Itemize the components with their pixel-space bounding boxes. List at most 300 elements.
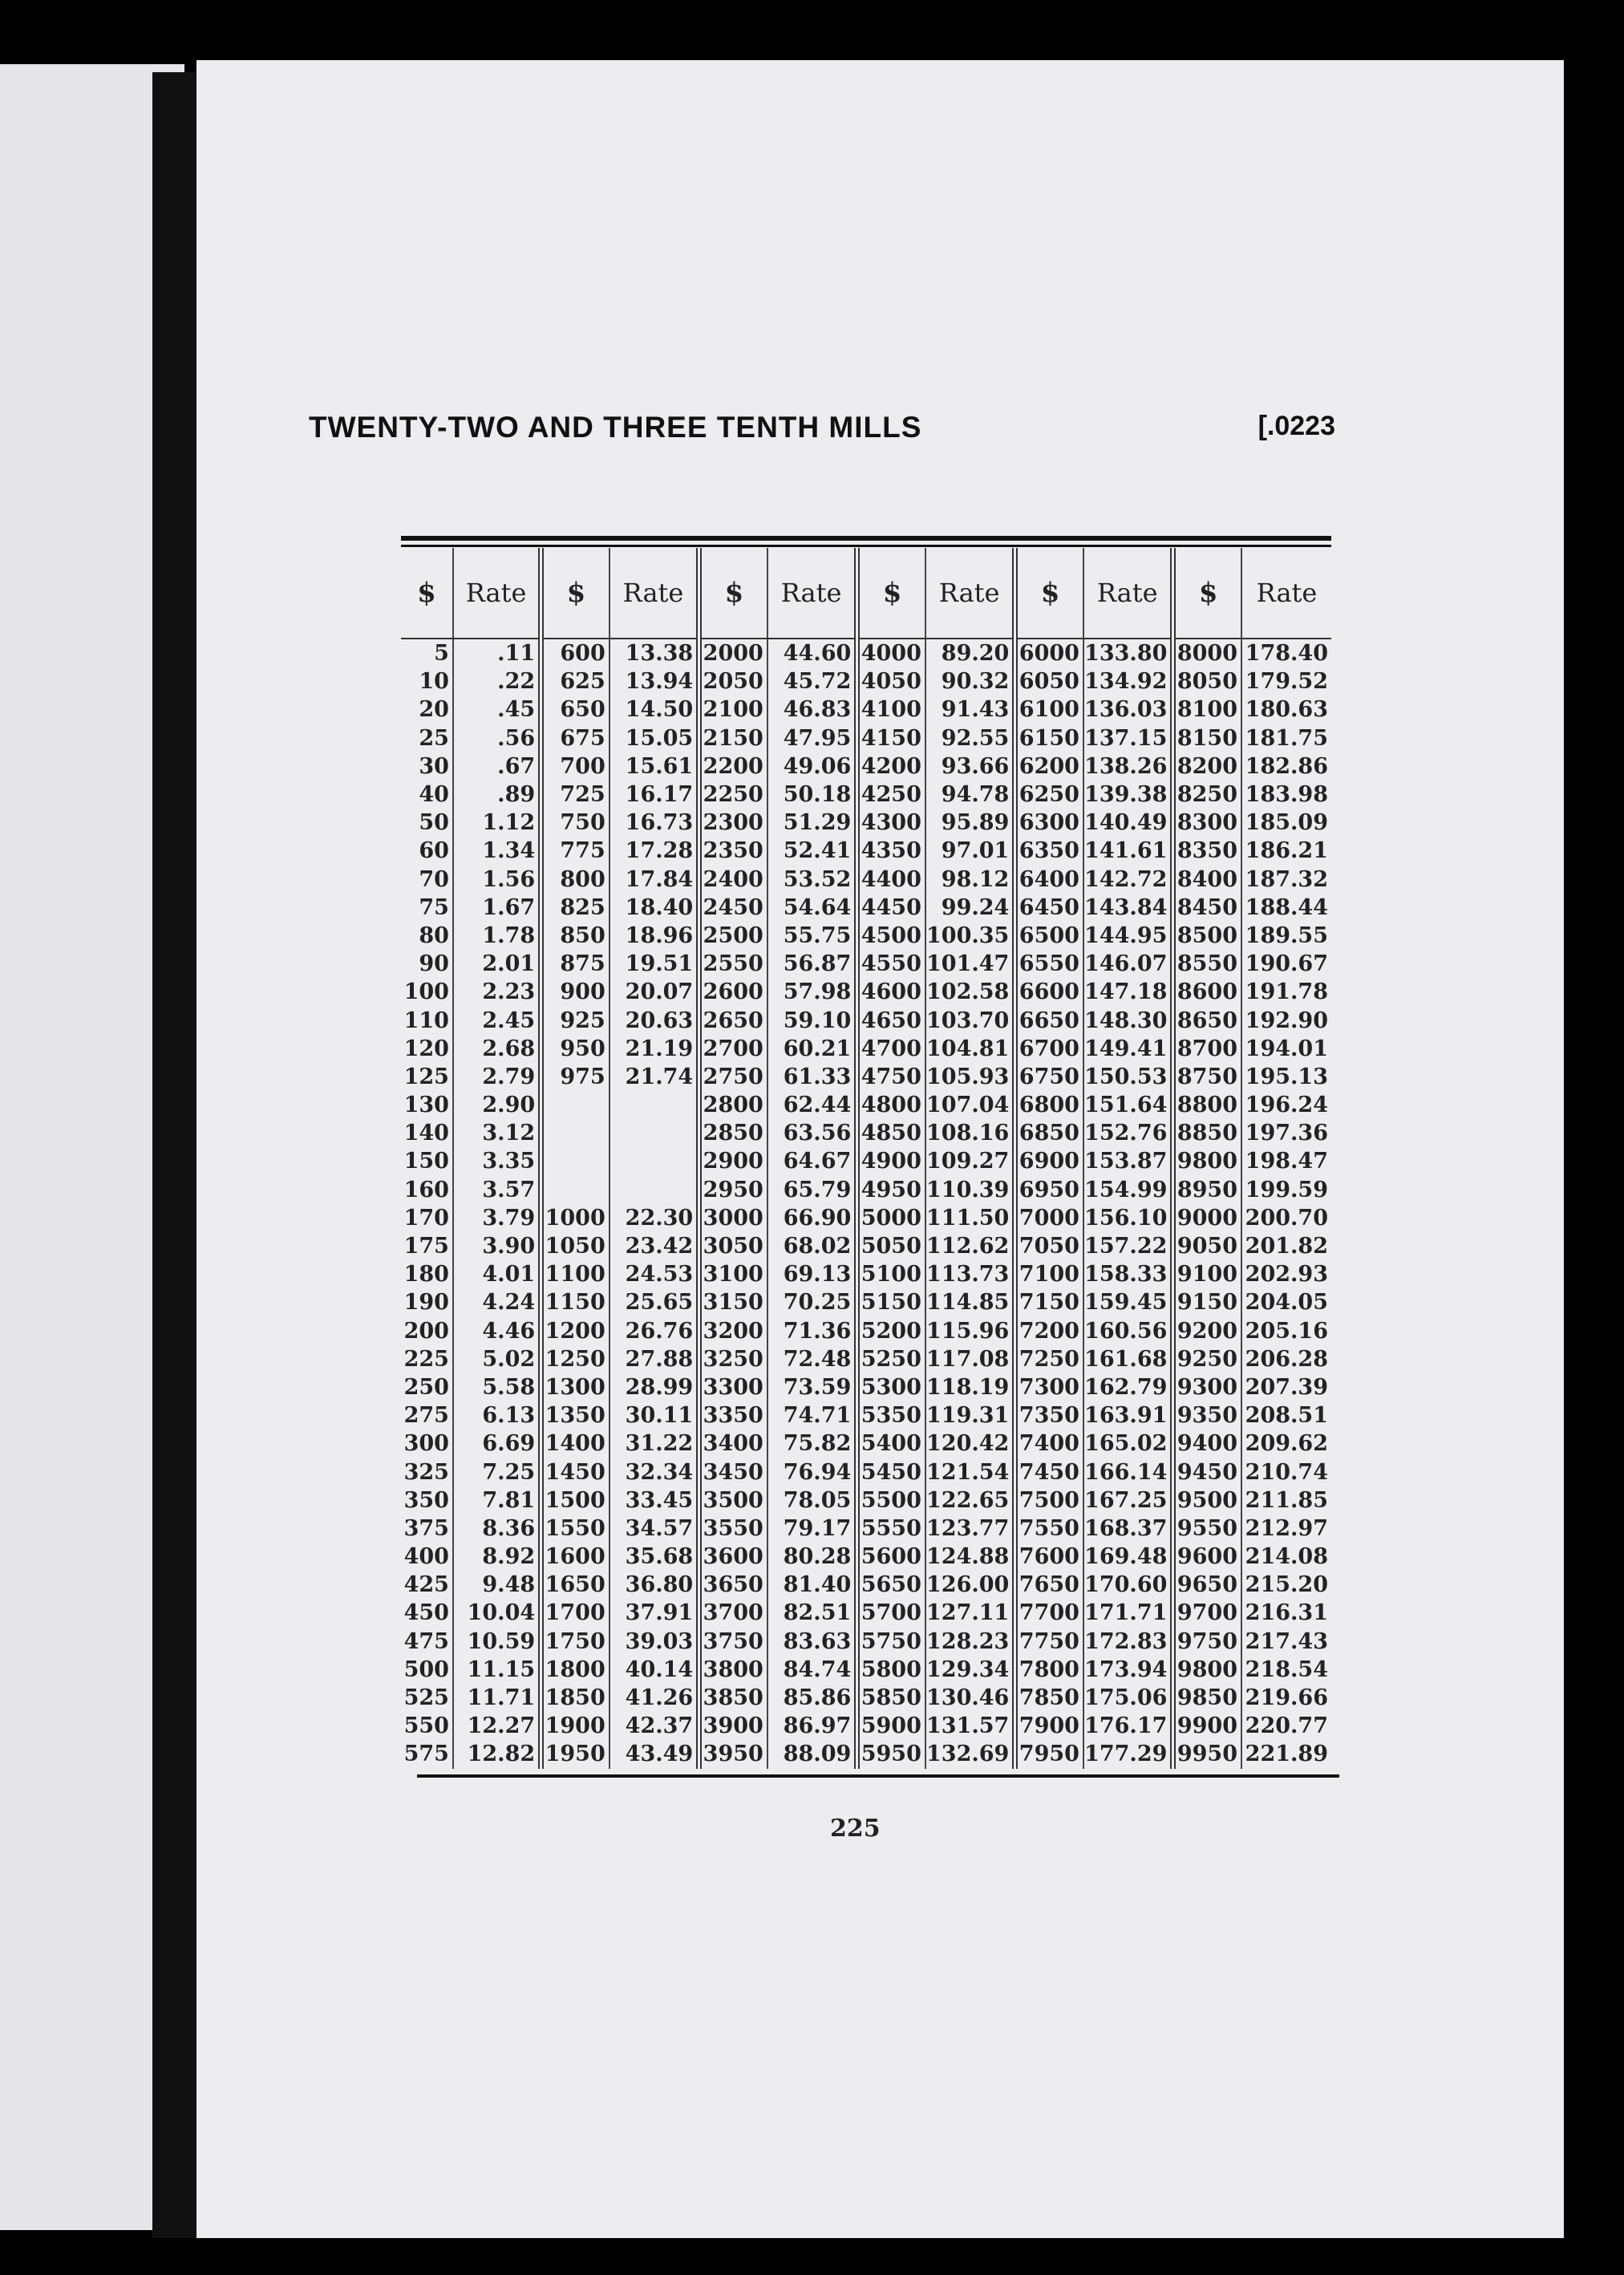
rate-cell: 100.35 <box>925 922 1015 950</box>
amount-cell: 2750 <box>699 1063 767 1091</box>
amount-cell: 5550 <box>857 1515 925 1543</box>
amount-cell: 7650 <box>1015 1571 1083 1599</box>
rate-cell: 59.10 <box>767 1006 857 1034</box>
table-row <box>401 1543 1331 1571</box>
rate-cell: 4.46 <box>453 1317 541 1345</box>
amount-cell: 3900 <box>699 1712 767 1740</box>
rate-cell: 92.55 <box>925 724 1015 752</box>
amount-cell: 5000 <box>857 1204 925 1232</box>
page-number: 225 <box>830 1815 881 1843</box>
rate-cell: 139.38 <box>1083 781 1173 809</box>
header-dollar: $ <box>857 548 925 639</box>
rate-cell: 196.24 <box>1241 1091 1331 1119</box>
amount-cell: 275 <box>403 1403 449 1429</box>
rate-cell: 140.49 <box>1083 809 1173 837</box>
rate-cell: 157.22 <box>1083 1232 1173 1260</box>
amount-cell: 6700 <box>1015 1035 1083 1063</box>
rate-cell: 51.29 <box>767 809 857 837</box>
amount-cell: 8100 <box>1173 695 1241 724</box>
rate-cell: 123.77 <box>925 1515 1015 1543</box>
rate-cell: 163.91 <box>1083 1401 1173 1429</box>
amount-cell: 6250 <box>1015 781 1083 809</box>
rate-cell: 129.34 <box>925 1656 1015 1684</box>
rate-cell: .67 <box>453 752 541 781</box>
amount-cell: 6300 <box>1015 809 1083 837</box>
amount-cell: 6850 <box>1015 1119 1083 1147</box>
rate-cell: 36.80 <box>610 1571 699 1599</box>
amount-cell: 150 <box>403 1149 449 1174</box>
rate-cell: 186.21 <box>1241 837 1331 865</box>
rate-cell: 21.74 <box>610 1063 699 1091</box>
rate-cell: 191.78 <box>1241 978 1331 1006</box>
table-row <box>401 1740 1331 1768</box>
table-row <box>401 950 1331 978</box>
amount-cell: 4600 <box>857 978 925 1006</box>
amount-cell: 2900 <box>699 1147 767 1175</box>
amount-cell: 6750 <box>1015 1063 1083 1091</box>
amount-cell: 7400 <box>1015 1429 1083 1458</box>
amount-cell: 8200 <box>1173 752 1241 781</box>
amount-cell: 3950 <box>699 1740 767 1768</box>
rate-cell: 43.49 <box>610 1740 699 1768</box>
rate-cell: 143.84 <box>1083 894 1173 922</box>
rate-cell: 45.72 <box>767 667 857 695</box>
amount-cell: 9050 <box>1173 1232 1241 1260</box>
amount-cell: 8550 <box>1173 950 1241 978</box>
amount-cell: 4250 <box>857 781 925 809</box>
rate-cell: 42.37 <box>610 1712 699 1740</box>
table-row <box>401 724 1331 752</box>
amount-cell: 2250 <box>699 781 767 809</box>
amount-cell: 100 <box>403 979 449 1005</box>
rate-cell: 79.17 <box>767 1515 857 1543</box>
rate-cell: 55.75 <box>767 922 857 950</box>
amount-cell: 3800 <box>699 1656 767 1684</box>
rate-cell: 105.93 <box>925 1063 1015 1091</box>
amount-cell: 5950 <box>857 1740 925 1768</box>
amount-cell: 9900 <box>1173 1712 1241 1740</box>
rate-cell: 3.57 <box>453 1176 541 1204</box>
rate-cell: 19.51 <box>610 950 699 978</box>
rate-cell: 31.22 <box>610 1429 699 1458</box>
amount-cell: 2450 <box>699 894 767 922</box>
page-header <box>309 411 1335 454</box>
amount-cell: 8600 <box>1173 978 1241 1006</box>
rate-cell: 150.53 <box>1083 1063 1173 1091</box>
rate-cell: 20.63 <box>610 1006 699 1034</box>
rate-cell: 102.58 <box>925 978 1015 1006</box>
rate-cell: 10.59 <box>453 1628 541 1656</box>
rate-cell: 161.68 <box>1083 1345 1173 1373</box>
rate-cell: 144.95 <box>1083 922 1173 950</box>
rate-cell: 192.90 <box>1241 1006 1331 1034</box>
amount-cell: 450 <box>403 1600 449 1626</box>
rate-cell: 4.01 <box>453 1260 541 1288</box>
rate-cell: 215.20 <box>1241 1571 1331 1599</box>
rate-cell: 147.18 <box>1083 978 1173 1006</box>
rate-cell: 180.63 <box>1241 695 1331 724</box>
amount-cell <box>541 1119 610 1147</box>
rate-cell: 141.61 <box>1083 837 1173 865</box>
rate-cell: 35.68 <box>610 1543 699 1571</box>
amount-cell: 7500 <box>1015 1486 1083 1515</box>
amount-cell: 1500 <box>541 1486 610 1515</box>
amount-cell: 1800 <box>541 1656 610 1684</box>
rate-cell: 108.16 <box>925 1119 1015 1147</box>
rate-cell: 2.45 <box>453 1006 541 1034</box>
rate-cell: 33.45 <box>610 1486 699 1515</box>
rate-cell: 178.40 <box>1241 639 1331 667</box>
amount-cell: 5 <box>434 641 449 667</box>
rate-cell: 83.63 <box>767 1628 857 1656</box>
amount-cell: 1550 <box>541 1515 610 1543</box>
rate-cell: 166.14 <box>1083 1458 1173 1486</box>
rate-cell: 82.51 <box>767 1599 857 1627</box>
amount-cell: 7250 <box>1015 1345 1083 1373</box>
rate-cell: 62.44 <box>767 1091 857 1119</box>
amount-cell: 6050 <box>1015 667 1083 695</box>
amount-cell: 6600 <box>1015 978 1083 1006</box>
rate-cell: 104.81 <box>925 1035 1015 1063</box>
rate-cell: 54.64 <box>767 894 857 922</box>
rate-cell: 130.46 <box>925 1684 1015 1712</box>
rate-cell: 201.82 <box>1241 1232 1331 1260</box>
rate-cell <box>610 1147 699 1175</box>
amount-cell: 2100 <box>699 695 767 724</box>
amount-cell: 6450 <box>1015 894 1083 922</box>
amount-cell: 2400 <box>699 866 767 894</box>
rate-cell: 72.48 <box>767 1345 857 1373</box>
table-row <box>401 1712 1331 1740</box>
rate-cell: 197.36 <box>1241 1119 1331 1147</box>
amount-cell: 2800 <box>699 1091 767 1119</box>
amount-cell: 2700 <box>699 1035 767 1063</box>
amount-cell: 10 <box>419 669 449 695</box>
rate-cell: 160.56 <box>1083 1317 1173 1345</box>
amount-cell: 9400 <box>1173 1429 1241 1458</box>
rate-cell: 103.70 <box>925 1006 1015 1034</box>
amount-cell <box>541 1176 610 1204</box>
rate-cell: 65.79 <box>767 1176 857 1204</box>
amount-cell: 6400 <box>1015 866 1083 894</box>
amount-cell: 675 <box>541 724 610 752</box>
rate-cell: 3.90 <box>453 1232 541 1260</box>
rate-cell: 5.58 <box>453 1373 541 1401</box>
amount-cell: 5400 <box>857 1429 925 1458</box>
rate-cell <box>610 1091 699 1119</box>
amount-cell: 9450 <box>1173 1458 1241 1486</box>
amount-cell: 3250 <box>699 1345 767 1373</box>
rate-cell: 6.13 <box>453 1401 541 1429</box>
amount-cell: 8300 <box>1173 809 1241 837</box>
amount-cell: 9350 <box>1173 1401 1241 1429</box>
amount-cell: 7550 <box>1015 1515 1083 1543</box>
rate-table <box>401 548 1331 1769</box>
rate-cell: 208.51 <box>1241 1401 1331 1429</box>
rate-cell: 156.10 <box>1083 1204 1173 1232</box>
rate-cell: 136.03 <box>1083 695 1173 724</box>
rate-cell: 70.25 <box>767 1288 857 1316</box>
rate-cell: 22.30 <box>610 1204 699 1232</box>
rate-cell: 109.27 <box>925 1147 1015 1175</box>
rate-cell: 112.62 <box>925 1232 1015 1260</box>
rate-cell: 202.93 <box>1241 1260 1331 1288</box>
amount-cell: 5250 <box>857 1345 925 1373</box>
rate-cell: 28.99 <box>610 1373 699 1401</box>
amount-cell: 7900 <box>1015 1712 1083 1740</box>
rate-cell: 74.71 <box>767 1401 857 1429</box>
rate-cell: 97.01 <box>925 837 1015 865</box>
amount-cell: 2200 <box>699 752 767 781</box>
amount-cell: 8850 <box>1173 1119 1241 1147</box>
amount-cell: 25 <box>419 725 449 751</box>
amount-cell: 8450 <box>1173 894 1241 922</box>
amount-cell: 2350 <box>699 837 767 865</box>
amount-cell: 2050 <box>699 667 767 695</box>
rate-cell: 99.24 <box>925 894 1015 922</box>
amount-cell: 7600 <box>1015 1543 1083 1571</box>
rate-cell: 200.70 <box>1241 1204 1331 1232</box>
amount-cell: 9100 <box>1173 1260 1241 1288</box>
rate-cell: 2.68 <box>453 1035 541 1063</box>
amount-cell: 375 <box>403 1515 449 1541</box>
amount-cell: 875 <box>541 950 610 978</box>
amount-cell: 1050 <box>541 1232 610 1260</box>
amount-cell: 8150 <box>1173 724 1241 752</box>
amount-cell: 5700 <box>857 1599 925 1627</box>
amount-cell: 175 <box>403 1234 449 1259</box>
rate-cell: 212.97 <box>1241 1515 1331 1543</box>
rate-cell: 113.73 <box>925 1260 1015 1288</box>
rate-cell: 138.26 <box>1083 752 1173 781</box>
amount-cell: 4350 <box>857 837 925 865</box>
rate-cell: 110.39 <box>925 1176 1015 1204</box>
page-title: TWENTY-TWO AND THREE TENTH MILLS <box>309 411 922 444</box>
rate-cell: 37.91 <box>610 1599 699 1627</box>
amount-cell: 120 <box>403 1036 449 1061</box>
amount-cell: 2550 <box>699 950 767 978</box>
rate-cell: 146.07 <box>1083 950 1173 978</box>
amount-cell: 8350 <box>1173 837 1241 865</box>
amount-cell: 8700 <box>1173 1035 1241 1063</box>
amount-cell: 1400 <box>541 1429 610 1458</box>
rate-cell: 173.94 <box>1083 1656 1173 1684</box>
amount-cell: 110 <box>403 1008 449 1033</box>
table-row <box>401 1628 1331 1656</box>
table-row <box>401 1599 1331 1627</box>
rate-cell: 181.75 <box>1241 724 1331 752</box>
rate-cell: 12.27 <box>453 1712 541 1740</box>
amount-cell: 1700 <box>541 1599 610 1627</box>
amount-cell: 2150 <box>699 724 767 752</box>
rate-code: [.0223 <box>1257 411 1335 441</box>
rate-cell: 16.17 <box>610 781 699 809</box>
amount-cell: 6550 <box>1015 950 1083 978</box>
table-row <box>401 1232 1331 1260</box>
rate-cell: 34.57 <box>610 1515 699 1543</box>
amount-cell: 6000 <box>1015 639 1083 667</box>
amount-cell: 3150 <box>699 1288 767 1316</box>
rate-cell: 66.90 <box>767 1204 857 1232</box>
amount-cell: 725 <box>541 781 610 809</box>
amount-cell: 80 <box>419 923 449 948</box>
rate-cell: 7.81 <box>453 1486 541 1515</box>
rate-cell: 23.42 <box>610 1232 699 1260</box>
rate-cell: 56.87 <box>767 950 857 978</box>
rate-cell: 1.67 <box>453 894 541 922</box>
rate-cell: 131.57 <box>925 1712 1015 1740</box>
header-rate: Rate <box>925 548 1015 639</box>
amount-cell: 4750 <box>857 1063 925 1091</box>
rate-cell: 183.98 <box>1241 781 1331 809</box>
amount-cell: 3750 <box>699 1628 767 1656</box>
table-row <box>401 1429 1331 1458</box>
header-dollar: $ <box>401 548 453 639</box>
rate-cell: 75.82 <box>767 1429 857 1458</box>
amount-cell: 3000 <box>699 1204 767 1232</box>
amount-cell: 8250 <box>1173 781 1241 809</box>
amount-cell: 60 <box>419 838 449 864</box>
amount-cell: 6500 <box>1015 922 1083 950</box>
amount-cell: 550 <box>403 1713 449 1739</box>
amount-cell: 3450 <box>699 1458 767 1486</box>
amount-cell: 1250 <box>541 1345 610 1373</box>
rate-cell: 7.25 <box>453 1458 541 1486</box>
amount-cell: 850 <box>541 922 610 950</box>
table-row <box>401 1656 1331 1684</box>
amount-cell <box>541 1091 610 1119</box>
amount-cell: 7800 <box>1015 1656 1083 1684</box>
header-dollar: $ <box>541 548 610 639</box>
rate-cell: 71.36 <box>767 1317 857 1345</box>
amount-cell: 7950 <box>1015 1740 1083 1768</box>
rate-cell: 13.94 <box>610 667 699 695</box>
rate-cell: 30.11 <box>610 1401 699 1429</box>
amount-cell: 6100 <box>1015 695 1083 724</box>
rate-cell: 98.12 <box>925 866 1015 894</box>
amount-cell: 6350 <box>1015 837 1083 865</box>
amount-cell: 325 <box>403 1459 449 1485</box>
rate-cell: 162.79 <box>1083 1373 1173 1401</box>
amount-cell: 6650 <box>1015 1006 1083 1034</box>
rate-cell: 171.71 <box>1083 1599 1173 1627</box>
amount-cell: 6900 <box>1015 1147 1083 1175</box>
amount-cell: 1600 <box>541 1543 610 1571</box>
amount-cell: 30 <box>419 753 449 779</box>
rate-cell: 94.78 <box>925 781 1015 809</box>
amount-cell: 9000 <box>1173 1204 1241 1232</box>
amount-cell: 300 <box>403 1431 449 1457</box>
rate-cell: 152.76 <box>1083 1119 1173 1147</box>
amount-cell: 70 <box>419 866 449 892</box>
rate-cell: 61.33 <box>767 1063 857 1091</box>
amount-cell: 1450 <box>541 1458 610 1486</box>
rate-cell: 32.34 <box>610 1458 699 1486</box>
rate-cell: 177.29 <box>1083 1740 1173 1768</box>
amount-cell: 5750 <box>857 1628 925 1656</box>
amount-cell: 625 <box>541 667 610 695</box>
table-row <box>401 1063 1331 1091</box>
table-row <box>401 1345 1331 1373</box>
amount-cell: 4500 <box>857 922 925 950</box>
amount-cell: 8000 <box>1173 639 1241 667</box>
rate-cell: 49.06 <box>767 752 857 781</box>
amount-cell: 5100 <box>857 1260 925 1288</box>
header-dollar: $ <box>1015 548 1083 639</box>
rate-cell: 220.77 <box>1241 1712 1331 1740</box>
amount-cell: 9650 <box>1173 1571 1241 1599</box>
rate-cell: 182.86 <box>1241 752 1331 781</box>
amount-cell: 3050 <box>699 1232 767 1260</box>
amount-cell: 500 <box>403 1657 449 1682</box>
amount-cell: 475 <box>403 1628 449 1654</box>
amount-cell: 5900 <box>857 1712 925 1740</box>
top-rule-thick <box>401 536 1331 541</box>
rate-cell: 8.36 <box>453 1515 541 1543</box>
rate-cell: 189.55 <box>1241 922 1331 950</box>
amount-cell: 9550 <box>1173 1515 1241 1543</box>
amount-cell: 700 <box>541 752 610 781</box>
table-row <box>401 1147 1331 1175</box>
amount-cell: 3500 <box>699 1486 767 1515</box>
rate-cell: 24.53 <box>610 1260 699 1288</box>
rate-cell: 68.02 <box>767 1232 857 1260</box>
rate-cell: 93.66 <box>925 752 1015 781</box>
rate-cell: 1.56 <box>453 866 541 894</box>
rate-cell: 207.39 <box>1241 1373 1331 1401</box>
header-rate: Rate <box>1083 548 1173 639</box>
rate-cell: 1.78 <box>453 922 541 950</box>
rate-cell: 124.88 <box>925 1543 1015 1571</box>
rate-cell: 209.62 <box>1241 1429 1331 1458</box>
amount-cell: 2000 <box>699 639 767 667</box>
rate-cell: .89 <box>453 781 541 809</box>
amount-cell: 4850 <box>857 1119 925 1147</box>
amount-cell: 7200 <box>1015 1317 1083 1345</box>
rate-cell: 205.16 <box>1241 1317 1331 1345</box>
amount-cell: 7350 <box>1015 1401 1083 1429</box>
bottom-rule <box>417 1774 1339 1778</box>
rate-cell: .11 <box>453 639 541 667</box>
header-rate: Rate <box>1241 548 1331 639</box>
rate-cell <box>610 1119 699 1147</box>
rate-cell: 127.11 <box>925 1599 1015 1627</box>
rate-cell: 11.15 <box>453 1656 541 1684</box>
rate-cell: 52.41 <box>767 837 857 865</box>
amount-cell: 525 <box>403 1685 449 1711</box>
rate-cell: 3.79 <box>453 1204 541 1232</box>
book-spine <box>152 72 196 2238</box>
rate-cell: 1.12 <box>453 809 541 837</box>
amount-cell: 4050 <box>857 667 925 695</box>
amount-cell: 4400 <box>857 866 925 894</box>
rate-cell: 219.66 <box>1241 1684 1331 1712</box>
rate-cell: 47.95 <box>767 724 857 752</box>
amount-cell: 1100 <box>541 1260 610 1288</box>
amount-cell: 2950 <box>699 1176 767 1204</box>
amount-cell: 9200 <box>1173 1317 1241 1345</box>
table-row <box>401 1401 1331 1429</box>
table-row <box>401 667 1331 695</box>
amount-cell: 5050 <box>857 1232 925 1260</box>
amount-cell: 2650 <box>699 1006 767 1034</box>
rate-cell: 132.69 <box>925 1740 1015 1768</box>
amount-cell: 6950 <box>1015 1176 1083 1204</box>
amount-cell: 9850 <box>1173 1684 1241 1712</box>
rate-cell: 10.04 <box>453 1599 541 1627</box>
amount-cell: 4700 <box>857 1035 925 1063</box>
amount-cell: 750 <box>541 809 610 837</box>
